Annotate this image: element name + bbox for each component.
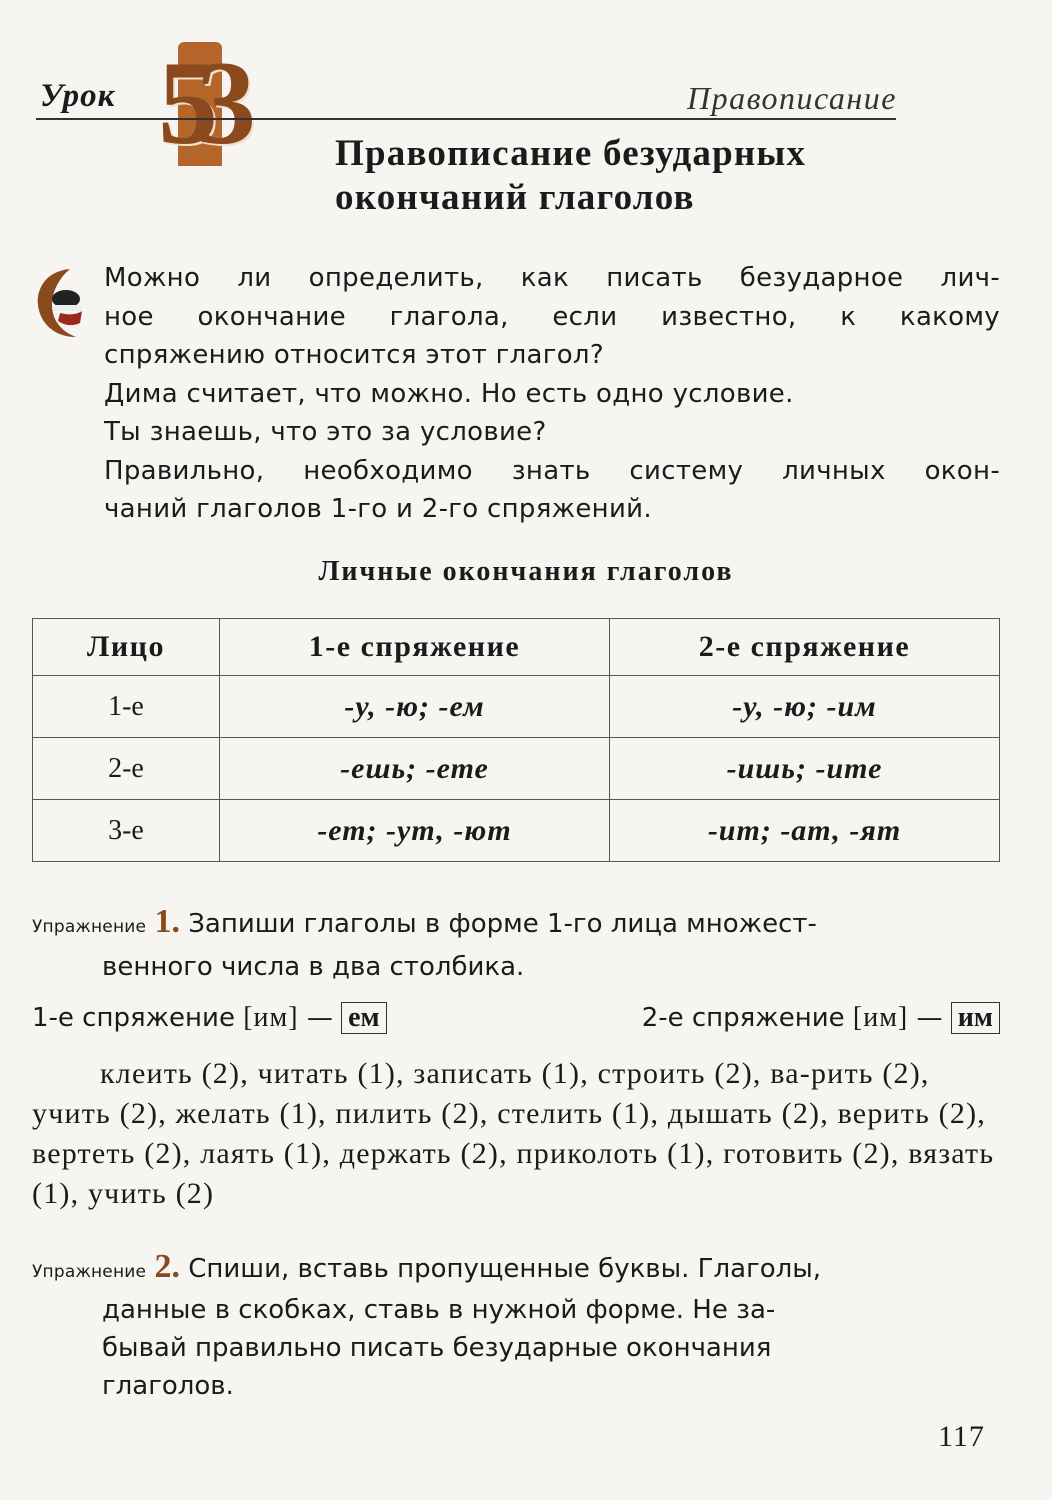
table-row [33, 800, 1000, 862]
person-cell: 1-е [33, 676, 220, 738]
verb-list: клеить (2), читать (1), записать (1), строить (2), ва-рить (2), учить (2), желать (1), пилить (2), стелить (1), дышать (2), верить (2), вертеть (2), лаять (1), держать (2), приколоть (1), готовить (2), вязать (1), учить (2) [32, 1057, 995, 1210]
intro-line: спряжению относится этот глагол? [104, 340, 604, 370]
exercise-text-line: Спиши, вставь пропущенные буквы. Глаголы, [188, 1254, 822, 1284]
speaker-icon [30, 265, 94, 341]
dash: — [306, 1003, 333, 1033]
exercise-1 [32, 902, 1000, 987]
transcription: [им] [852, 1002, 909, 1033]
exercise-number: 1. [154, 903, 180, 940]
person-cell: 3-е [33, 800, 220, 862]
intro-line: чаний глаголов 1-го и 2-го спряжений. [104, 494, 652, 524]
exercise-text-line-2: венного числа в два столбика. [102, 952, 525, 982]
header-rule [36, 118, 896, 120]
exercise-text-line: бывай правильно писать безударные окончания [102, 1333, 772, 1363]
conjugation-1 [32, 998, 387, 1038]
intro-line: Дима считает, что можно. Но есть одно условие. [104, 378, 794, 409]
page-number: 117 [938, 1420, 985, 1453]
intro-line: Можно ли определить, как писать безударное лич- [104, 263, 1000, 293]
exercise-text-line: данные в скобках, ставь в нужной форме. Не за- [102, 1295, 776, 1325]
table-caption: Личные окончания глаголов [318, 556, 734, 587]
table-header-cell: 2-е спряжение [610, 619, 1000, 676]
conjugation-2-label: 2-е спряжение [641, 1003, 845, 1033]
intro-text [104, 259, 1000, 529]
title-line-2: окончаний глаголов [335, 177, 695, 218]
ending-cell: -у, -ю; -ем [220, 676, 610, 738]
conjugation-2 [642, 998, 1000, 1038]
table-row [33, 676, 1000, 738]
lesson-word: Урок [40, 78, 116, 114]
page-title [335, 132, 806, 220]
table-header-cell: Лицо [33, 619, 220, 676]
ending-box: им [951, 1002, 1000, 1034]
title-line-1: Правописание безударных [335, 133, 807, 174]
intro-line: ное окончание глагола, если известно, к какому [104, 301, 1000, 332]
ending-box: ем [341, 1002, 387, 1034]
exercise-text-line: глаголов. [102, 1371, 234, 1401]
exercise-label: Упражнение [32, 1262, 147, 1282]
ending-cell: -ет; -ут, -ют [220, 800, 610, 862]
intro-line: Ты знаешь, что это за условие? [104, 417, 547, 447]
table-row [33, 738, 1000, 800]
table-header-cell: 1-е спряжение [220, 619, 610, 676]
section-label: Правописание [686, 80, 897, 116]
conjugation-line [32, 998, 1000, 1038]
person-cell: 2-е [33, 738, 220, 800]
exercise-2 [32, 1248, 1000, 1405]
exercise-number: 2. [154, 1248, 180, 1285]
exercise-text-line-1: Запиши глаголы в форме 1-го лица множест- [188, 909, 817, 939]
ending-cell: -у, -ю; -им [610, 676, 1000, 738]
ending-cell: -ишь; -ите [610, 738, 1000, 800]
lesson-number-badge [150, 36, 270, 170]
dash: — [916, 1003, 943, 1033]
intro-line: Правильно, необходимо знать систему личных окон- [104, 455, 1000, 486]
exercise-label: Упражнение [32, 917, 147, 937]
table-header-row [33, 619, 1000, 676]
ending-cell: -ешь; -ете [220, 738, 610, 800]
transcription: [им] [243, 1002, 299, 1033]
lesson-number: 53 [158, 36, 234, 169]
conjugation-1-label: 1-е спряжение [32, 1003, 235, 1033]
endings-table [32, 618, 1000, 862]
ending-cell: -ит; -ат, -ят [610, 800, 1000, 862]
